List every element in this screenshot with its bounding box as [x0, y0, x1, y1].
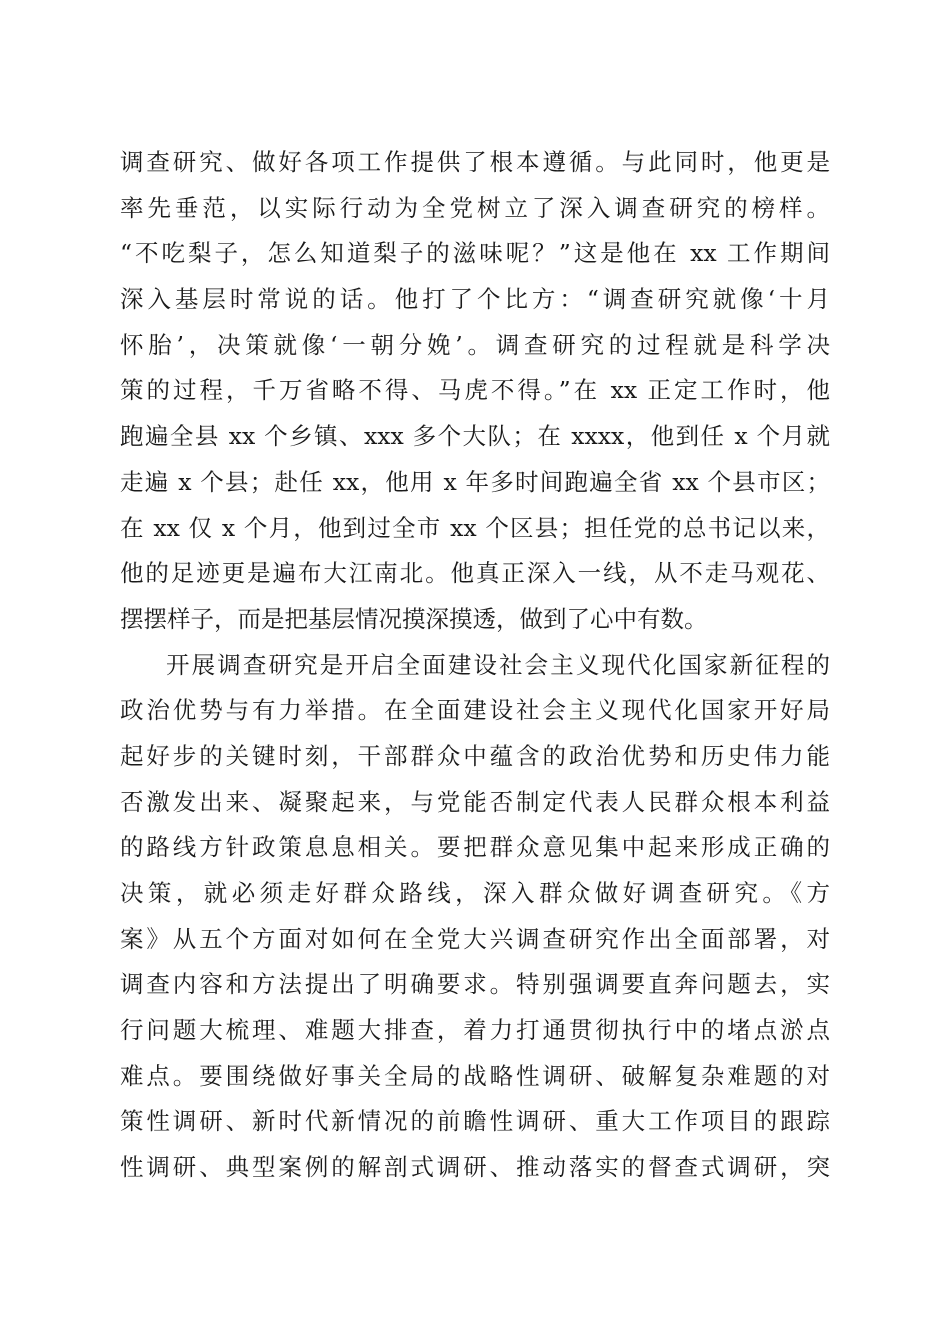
- text-line: 行问题大梳理、难题大排查，着力打通贯彻执行中的堵点淤点: [120, 1016, 830, 1045]
- text-line: 走遍 x 个县；赴任 xx，他用 x 年多时间跑遍全省 xx 个县市区；: [120, 467, 830, 496]
- text-line: 否激发出来、凝聚起来，与党能否制定代表人民群众根本利益: [120, 787, 830, 816]
- text-line: 的路线方针政策息息相关。要把群众意见集中起来形成正确的: [120, 833, 830, 862]
- text-line: 策的过程，千万省略不得、马虎不得。”在 xx 正定工作时，他: [120, 376, 830, 405]
- text-line: 开展调查研究是开启全面建设社会主义现代化国家新征程的: [166, 650, 830, 679]
- text-line: 策性调研、新时代新情况的前瞻性调研、重大工作项目的跟踪: [120, 1107, 830, 1136]
- text-line: 调查研究、做好各项工作提供了根本遵循。与此同时，他更是: [120, 148, 830, 176]
- text-line: 决策，就必须走好群众路线，深入群众做好调查研究。《方: [120, 879, 830, 907]
- text-line: “不吃梨子，怎么知道梨子的滋味呢？”这是他在 xx 工作期间: [120, 239, 830, 268]
- document-body: [0, 140, 950, 1191]
- text-line: 起好步的关键时刻，干部群众中蕴含的政治优势和历史伟力能: [120, 741, 830, 770]
- text-line: 调查内容和方法提出了明确要求。特别强调要直奔问题去，实: [120, 970, 830, 999]
- text-line: 跑遍全县 xx 个乡镇、xxx 多个大队；在 xxxx，他到任 x 个月就: [120, 422, 830, 451]
- text-line: 难点。要围绕做好事关全局的战略性调研、破解复杂难题的对: [120, 1061, 830, 1090]
- text-line: 率先垂范，以实际行动为全党树立了深入调查研究的榜样。: [120, 193, 830, 222]
- text-line: 怀胎’，决策就像‘一朝分娩’。调查研究的过程就是科学决: [120, 330, 830, 359]
- text-line: 深入基层时常说的话。他打了个比方：“调查研究就像‘十月: [120, 285, 830, 314]
- text-line: 案》从五个方面对如何在全党大兴调查研究作出全面部署，对: [120, 924, 830, 953]
- text-line: 摆摆样子，而是把基层情况摸深摸透，做到了心中有数。: [120, 604, 708, 633]
- text-line: 性调研、典型案例的解剖式调研、推动落实的督查式调研，突: [120, 1153, 830, 1182]
- text-line: 他的足迹更是遍布大江南北。他真正深入一线，从不走马观花、: [120, 559, 830, 588]
- text-line: 政治优势与有力举措。在全面建设社会主义现代化国家开好局: [120, 696, 830, 725]
- text-line: 在 xx 仅 x 个月，他到过全市 xx 个区县；担任党的总书记以来，: [120, 513, 830, 542]
